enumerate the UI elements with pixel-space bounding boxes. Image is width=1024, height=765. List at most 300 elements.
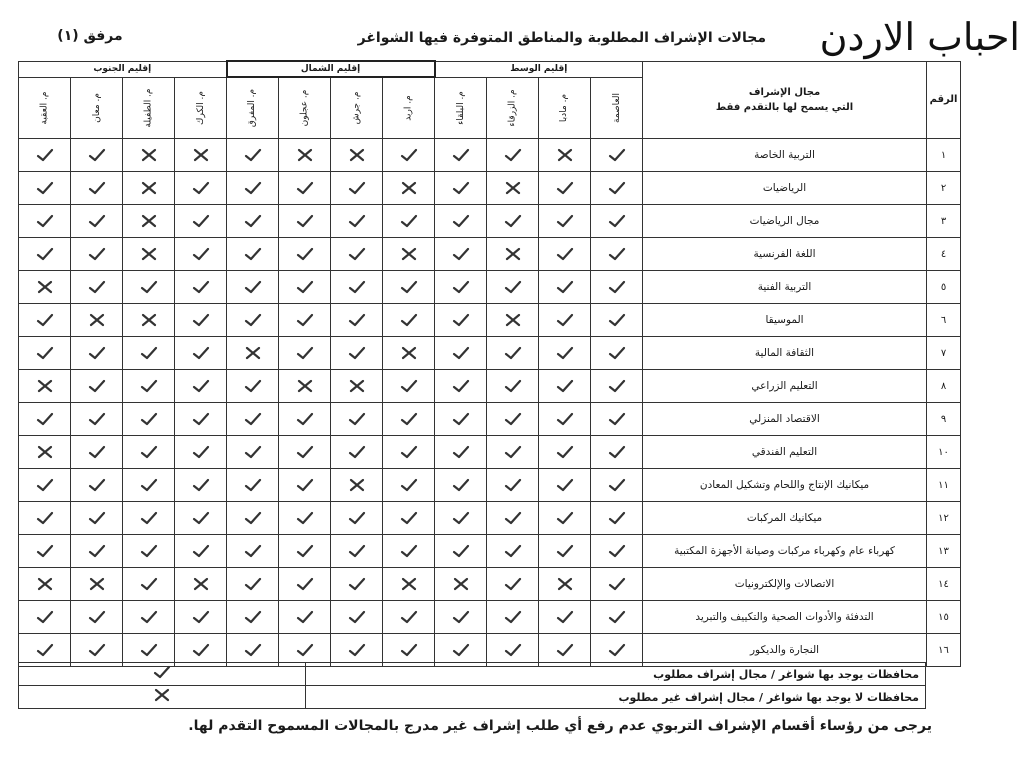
- available-cell: [227, 271, 279, 304]
- available-cell: [435, 238, 487, 271]
- available-cell: [539, 337, 591, 370]
- check-icon: [607, 312, 627, 328]
- check-icon: [87, 279, 107, 295]
- unavailable-cell: [539, 139, 591, 172]
- unavailable-cell: [435, 568, 487, 601]
- check-icon: [243, 609, 263, 625]
- governorate-label: العاصمة: [611, 92, 622, 123]
- check-icon: [607, 180, 627, 196]
- check-icon: [295, 444, 315, 460]
- available-cell: [331, 403, 383, 436]
- available-cell: [175, 502, 227, 535]
- cross-icon: [555, 147, 575, 163]
- footer-note: يرجى من رؤساء أقسام الإشراف التربوي عدم رفع أي طلب إشراف غير مدرج بالمجالات المسموح التقدم لها.: [188, 718, 932, 734]
- check-icon: [295, 312, 315, 328]
- check-icon: [555, 411, 575, 427]
- available-cell: [227, 502, 279, 535]
- available-cell: [539, 601, 591, 634]
- check-icon: [607, 642, 627, 658]
- check-icon: [191, 543, 211, 559]
- row-number: ٩: [927, 403, 961, 436]
- available-cell: [331, 271, 383, 304]
- check-icon: [139, 477, 159, 493]
- available-cell: [591, 502, 643, 535]
- available-cell: [383, 271, 435, 304]
- supervision-field: النجارة والديكور: [643, 634, 927, 667]
- check-icon: [87, 213, 107, 229]
- cross-icon: [295, 147, 315, 163]
- row-number: ١٣: [927, 535, 961, 568]
- check-icon: [87, 345, 107, 361]
- row-number: ١٥: [927, 601, 961, 634]
- available-cell: [279, 469, 331, 502]
- check-icon: [347, 609, 367, 625]
- row-number: ٥: [927, 271, 961, 304]
- available-cell: [487, 370, 539, 403]
- check-icon: [243, 411, 263, 427]
- cross-icon: [347, 147, 367, 163]
- available-cell: [487, 403, 539, 436]
- available-cell: [227, 469, 279, 502]
- cross-icon: [399, 345, 419, 361]
- available-cell: [383, 304, 435, 337]
- check-icon: [87, 609, 107, 625]
- cross-icon: [191, 576, 211, 592]
- row-number: ٨: [927, 370, 961, 403]
- check-icon: [555, 510, 575, 526]
- supervision-field: كهرباء عام وكهرباء مركبات وصيانة الأجهزة المكتبية: [643, 535, 927, 568]
- row-number: ١٢: [927, 502, 961, 535]
- available-cell: [227, 205, 279, 238]
- available-cell: [331, 172, 383, 205]
- legend-check-icon: [19, 663, 306, 686]
- check-icon: [35, 543, 55, 559]
- table-row: [19, 469, 961, 502]
- available-cell: [227, 436, 279, 469]
- check-icon: [243, 477, 263, 493]
- check-icon: [87, 411, 107, 427]
- row-number: ٦: [927, 304, 961, 337]
- check-icon: [243, 279, 263, 295]
- check-icon: [191, 213, 211, 229]
- available-cell: [331, 238, 383, 271]
- cross-icon: [503, 246, 523, 262]
- available-cell: [487, 502, 539, 535]
- table-row: [19, 403, 961, 436]
- available-cell: [279, 403, 331, 436]
- available-cell: [19, 337, 71, 370]
- available-cell: [331, 535, 383, 568]
- check-icon: [243, 213, 263, 229]
- check-icon: [503, 378, 523, 394]
- supervision-field: التعليم الزراعي: [643, 370, 927, 403]
- check-icon: [243, 510, 263, 526]
- check-icon: [607, 576, 627, 592]
- unavailable-cell: [487, 238, 539, 271]
- check-icon: [451, 312, 471, 328]
- check-icon: [191, 642, 211, 658]
- table-row: [19, 172, 961, 205]
- available-cell: [331, 568, 383, 601]
- available-cell: [227, 172, 279, 205]
- available-cell: [591, 469, 643, 502]
- available-cell: [539, 271, 591, 304]
- available-cell: [487, 469, 539, 502]
- check-icon: [451, 246, 471, 262]
- check-icon: [191, 609, 211, 625]
- unavailable-cell: [19, 436, 71, 469]
- table-row: [19, 568, 961, 601]
- cross-icon: [35, 576, 55, 592]
- table-row: [19, 601, 961, 634]
- governorate-header: [331, 77, 383, 139]
- cross-icon: [139, 246, 159, 262]
- cross-icon: [347, 477, 367, 493]
- unavailable-cell: [383, 238, 435, 271]
- check-icon: [399, 411, 419, 427]
- check-icon: [191, 246, 211, 262]
- check-icon: [451, 180, 471, 196]
- check-icon: [87, 510, 107, 526]
- check-icon: [607, 477, 627, 493]
- check-icon: [451, 213, 471, 229]
- available-cell: [19, 238, 71, 271]
- available-cell: [435, 139, 487, 172]
- available-cell: [123, 535, 175, 568]
- table-row: [19, 370, 961, 403]
- available-cell: [123, 436, 175, 469]
- cross-icon: [399, 246, 419, 262]
- available-cell: [227, 403, 279, 436]
- available-cell: [591, 568, 643, 601]
- check-icon: [347, 642, 367, 658]
- available-cell: [591, 139, 643, 172]
- check-icon: [555, 180, 575, 196]
- check-icon: [295, 609, 315, 625]
- cross-icon: [35, 444, 55, 460]
- check-icon: [451, 378, 471, 394]
- cross-icon: [139, 180, 159, 196]
- available-cell: [227, 304, 279, 337]
- check-icon: [139, 345, 159, 361]
- check-icon: [35, 246, 55, 262]
- cross-icon: [139, 147, 159, 163]
- available-cell: [331, 337, 383, 370]
- unavailable-cell: [19, 370, 71, 403]
- check-icon: [243, 444, 263, 460]
- available-cell: [331, 205, 383, 238]
- supervision-field: التعليم الفندقي: [643, 436, 927, 469]
- available-cell: [19, 535, 71, 568]
- row-number: ٤: [927, 238, 961, 271]
- check-icon: [191, 510, 211, 526]
- available-cell: [539, 205, 591, 238]
- supervision-field: الرياضيات: [643, 172, 927, 205]
- unavailable-cell: [487, 304, 539, 337]
- check-icon: [555, 345, 575, 361]
- governorate-label: م. الزرقاء: [507, 89, 518, 127]
- cross-icon: [243, 345, 263, 361]
- available-cell: [383, 502, 435, 535]
- check-icon: [451, 147, 471, 163]
- cross-icon: [451, 576, 471, 592]
- available-cell: [591, 403, 643, 436]
- check-icon: [87, 180, 107, 196]
- unavailable-cell: [383, 568, 435, 601]
- check-icon: [191, 378, 211, 394]
- row-number: ٢: [927, 172, 961, 205]
- governorate-header: [487, 77, 539, 139]
- available-cell: [487, 568, 539, 601]
- governorate-label: م. معان: [91, 92, 102, 123]
- supervision-field: الثقافة المالية: [643, 337, 927, 370]
- governorate-label: م. البلقاء: [455, 90, 466, 125]
- row-number: ١٠: [927, 436, 961, 469]
- available-cell: [71, 139, 123, 172]
- available-cell: [175, 271, 227, 304]
- row-number: ٣: [927, 205, 961, 238]
- available-cell: [19, 139, 71, 172]
- check-icon: [607, 246, 627, 262]
- check-icon: [243, 576, 263, 592]
- available-cell: [71, 535, 123, 568]
- available-cell: [175, 601, 227, 634]
- table-row: [19, 535, 961, 568]
- row-number: ٧: [927, 337, 961, 370]
- table-row: [19, 271, 961, 304]
- available-cell: [227, 535, 279, 568]
- check-icon: [451, 609, 471, 625]
- check-icon: [555, 609, 575, 625]
- supervision-field: مجال الرياضيات: [643, 205, 927, 238]
- governorate-header: [175, 77, 227, 139]
- check-icon: [347, 510, 367, 526]
- supervision-field: الموسيقا: [643, 304, 927, 337]
- unavailable-cell: [123, 304, 175, 337]
- cross-icon: [152, 687, 172, 703]
- available-cell: [279, 568, 331, 601]
- check-icon: [295, 279, 315, 295]
- check-icon: [139, 279, 159, 295]
- available-cell: [279, 337, 331, 370]
- unavailable-cell: [227, 337, 279, 370]
- check-icon: [295, 213, 315, 229]
- available-cell: [591, 601, 643, 634]
- available-cell: [383, 370, 435, 403]
- available-cell: [435, 304, 487, 337]
- check-icon: [399, 609, 419, 625]
- cross-icon: [139, 312, 159, 328]
- check-icon: [347, 345, 367, 361]
- brand-watermark: احباب الاردن: [819, 15, 1020, 59]
- available-cell: [487, 535, 539, 568]
- unavailable-cell: [539, 568, 591, 601]
- check-icon: [139, 576, 159, 592]
- available-cell: [487, 271, 539, 304]
- unavailable-cell: [331, 370, 383, 403]
- check-icon: [503, 444, 523, 460]
- check-icon: [555, 378, 575, 394]
- check-icon: [295, 510, 315, 526]
- check-icon: [295, 477, 315, 493]
- check-icon: [191, 312, 211, 328]
- check-icon: [35, 147, 55, 163]
- available-cell: [279, 304, 331, 337]
- check-icon: [399, 312, 419, 328]
- available-cell: [279, 502, 331, 535]
- region-header-row: [19, 61, 961, 77]
- available-cell: [383, 469, 435, 502]
- available-cell: [539, 436, 591, 469]
- table-row: [19, 436, 961, 469]
- check-icon: [35, 345, 55, 361]
- check-icon: [503, 345, 523, 361]
- supervision-field: التدفئة والأدوات الصحية والتكييف والتبريد: [643, 601, 927, 634]
- available-cell: [279, 172, 331, 205]
- supervision-field: ميكانيك الإنتاج واللحام وتشكيل المعادن: [643, 469, 927, 502]
- check-icon: [191, 180, 211, 196]
- check-icon: [152, 664, 172, 680]
- legend-available-text: محافظات يوجد بها شواغر / مجال إشراف مطلوب: [306, 663, 926, 686]
- supervision-field: الاتصالات والإلكترونيات: [643, 568, 927, 601]
- check-icon: [607, 147, 627, 163]
- check-icon: [191, 444, 211, 460]
- available-cell: [383, 535, 435, 568]
- table-row: [19, 238, 961, 271]
- available-cell: [539, 172, 591, 205]
- table-row: [19, 205, 961, 238]
- check-icon: [555, 279, 575, 295]
- available-cell: [19, 205, 71, 238]
- check-icon: [295, 411, 315, 427]
- region-header-north: إقليم الشمال: [227, 61, 435, 77]
- available-cell: [539, 304, 591, 337]
- check-icon: [139, 510, 159, 526]
- region-header-central: إقليم الوسط: [435, 61, 643, 77]
- row-number: ١٦: [927, 634, 961, 667]
- check-icon: [87, 378, 107, 394]
- governorate-header: [71, 77, 123, 139]
- check-icon: [347, 576, 367, 592]
- check-icon: [607, 609, 627, 625]
- available-cell: [19, 469, 71, 502]
- check-icon: [503, 576, 523, 592]
- check-icon: [503, 411, 523, 427]
- unavailable-cell: [175, 568, 227, 601]
- check-icon: [503, 543, 523, 559]
- check-icon: [399, 279, 419, 295]
- check-icon: [347, 279, 367, 295]
- available-cell: [19, 502, 71, 535]
- legend: [18, 662, 926, 709]
- available-cell: [435, 403, 487, 436]
- available-cell: [591, 304, 643, 337]
- check-icon: [35, 312, 55, 328]
- cross-icon: [503, 312, 523, 328]
- available-cell: [435, 172, 487, 205]
- check-icon: [503, 642, 523, 658]
- unavailable-cell: [19, 568, 71, 601]
- check-icon: [503, 213, 523, 229]
- check-icon: [295, 543, 315, 559]
- available-cell: [175, 172, 227, 205]
- available-cell: [435, 502, 487, 535]
- available-cell: [487, 436, 539, 469]
- governorate-label: م. الطفيلة: [143, 88, 154, 128]
- available-cell: [487, 337, 539, 370]
- available-cell: [175, 370, 227, 403]
- check-icon: [35, 213, 55, 229]
- available-cell: [19, 403, 71, 436]
- available-cell: [19, 172, 71, 205]
- governorate-label: م. اربد: [403, 95, 414, 121]
- available-cell: [175, 205, 227, 238]
- cross-icon: [399, 576, 419, 592]
- check-icon: [243, 642, 263, 658]
- check-icon: [87, 543, 107, 559]
- available-cell: [331, 502, 383, 535]
- available-cell: [487, 205, 539, 238]
- available-cell: [71, 403, 123, 436]
- supervision-table: [18, 60, 961, 667]
- check-icon: [139, 609, 159, 625]
- check-icon: [451, 345, 471, 361]
- table-row: [19, 304, 961, 337]
- unavailable-cell: [123, 172, 175, 205]
- available-cell: [435, 205, 487, 238]
- available-cell: [487, 601, 539, 634]
- governorate-header: [123, 77, 175, 139]
- check-icon: [555, 477, 575, 493]
- unavailable-cell: [279, 370, 331, 403]
- supervision-field: الاقتصاد المنزلي: [643, 403, 927, 436]
- available-cell: [71, 271, 123, 304]
- available-cell: [227, 238, 279, 271]
- legend-row-available: [19, 663, 926, 686]
- available-cell: [435, 337, 487, 370]
- check-icon: [35, 609, 55, 625]
- available-cell: [227, 568, 279, 601]
- cross-icon: [295, 378, 315, 394]
- check-icon: [139, 411, 159, 427]
- available-cell: [175, 403, 227, 436]
- check-icon: [347, 246, 367, 262]
- available-cell: [175, 436, 227, 469]
- column-header-field-subtitle: التي يسمح لها بالتقدم فقط: [715, 101, 854, 113]
- check-icon: [295, 576, 315, 592]
- check-icon: [243, 543, 263, 559]
- available-cell: [175, 337, 227, 370]
- unavailable-cell: [71, 568, 123, 601]
- check-icon: [347, 213, 367, 229]
- available-cell: [175, 469, 227, 502]
- available-cell: [279, 271, 331, 304]
- check-icon: [399, 477, 419, 493]
- region-header-south: إقليم الجنوب: [19, 61, 227, 77]
- check-icon: [87, 246, 107, 262]
- available-cell: [123, 271, 175, 304]
- available-cell: [123, 568, 175, 601]
- table-row: [19, 337, 961, 370]
- governorate-label: م. عجلون: [299, 89, 310, 127]
- check-icon: [35, 510, 55, 526]
- governorate-label: م. الكرك: [195, 90, 206, 125]
- check-icon: [295, 345, 315, 361]
- unavailable-cell: [123, 205, 175, 238]
- cross-icon: [191, 147, 211, 163]
- check-icon: [607, 279, 627, 295]
- available-cell: [591, 370, 643, 403]
